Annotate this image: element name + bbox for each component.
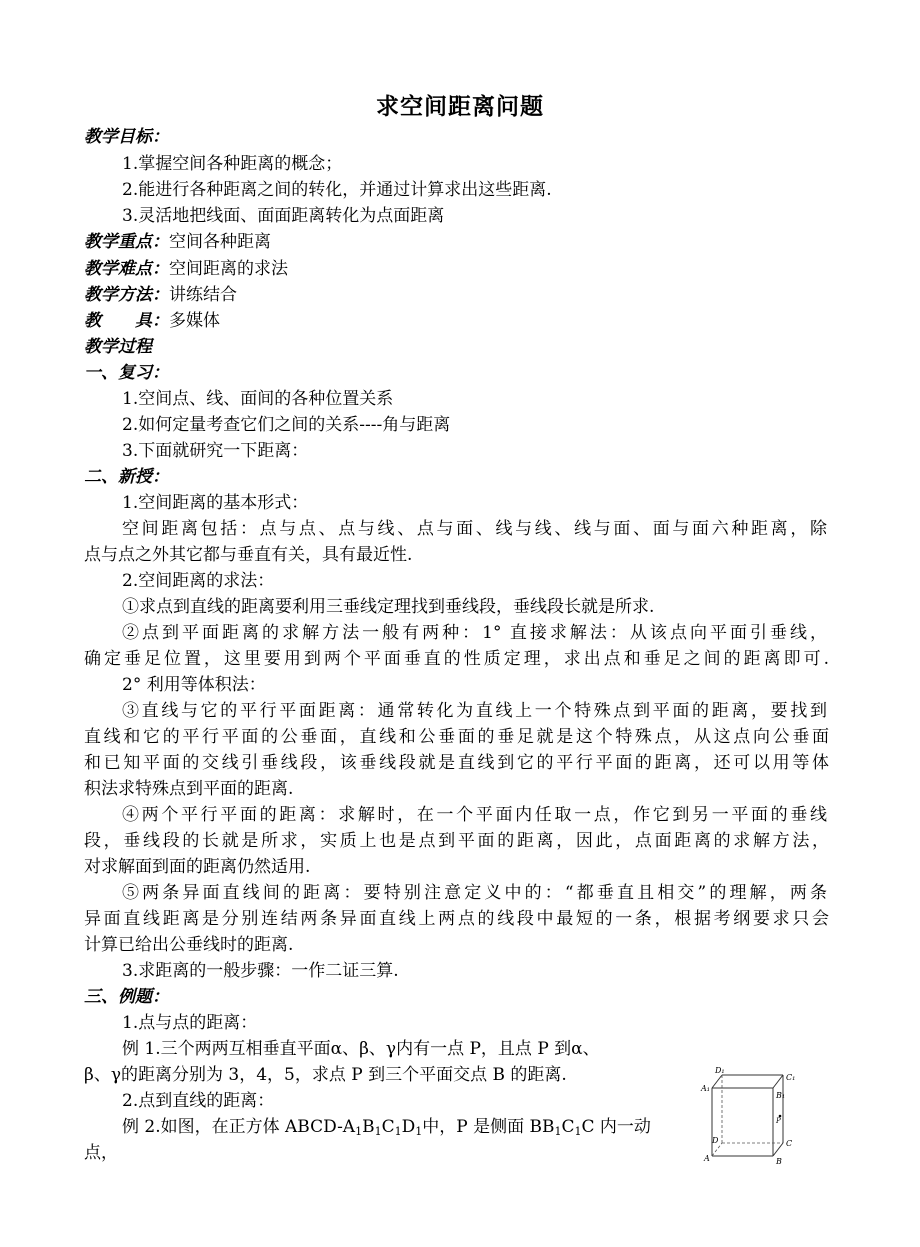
new-line: 空间距离包括：点与点、点与线、点与面、线与线、线与面、面与面六种距离，除 bbox=[122, 519, 827, 539]
label-b1: B₁ bbox=[776, 1091, 786, 1100]
cube-edge bbox=[773, 1075, 783, 1088]
method-label: 教学方法： bbox=[84, 285, 169, 305]
label-c1: C₁ bbox=[786, 1073, 796, 1082]
label-a1: A₁ bbox=[701, 1084, 710, 1093]
method-row bbox=[84, 282, 237, 309]
new-line: 计算已给出公垂线时的距离. bbox=[84, 935, 294, 955]
new-line: ①求点到直线的距离要利用三垂线定理找到垂线段，垂线段长就是所求. bbox=[122, 597, 655, 617]
subscript: 1 bbox=[574, 1125, 582, 1138]
examples-heading: 三、例题： bbox=[84, 987, 169, 1007]
label-a: A bbox=[704, 1154, 710, 1163]
new-line: 积法求特殊点到平面的距离. bbox=[84, 779, 294, 799]
example-text: 例 2.如图，在正方体 ABCD-A bbox=[122, 1117, 356, 1137]
new-line: 异面直线距离是分别连结两条异面直线上两点的线段中最短的一条，根据考纲要求只会 bbox=[84, 909, 829, 929]
tools-row bbox=[84, 308, 220, 335]
label-d1: D₁ bbox=[715, 1066, 725, 1075]
tools-label: 教 具： bbox=[84, 311, 169, 331]
example-line bbox=[122, 1114, 651, 1145]
method-text: 讲练结合 bbox=[169, 285, 237, 305]
review-item: 1.空间点、线、面间的各种位置关系 bbox=[122, 389, 394, 409]
goal-item: 2.能进行各种距离之间的转化，并通过计算求出这些距离. bbox=[122, 180, 552, 200]
focus-text: 空间各种距离 bbox=[169, 232, 271, 252]
process-heading: 教学过程 bbox=[84, 337, 152, 357]
subscript: 1 bbox=[374, 1125, 382, 1138]
new-heading: 二、新授： bbox=[84, 467, 169, 487]
subscript: 1 bbox=[355, 1125, 363, 1138]
focus-label: 教学重点： bbox=[84, 232, 169, 252]
new-line: 点与点之外其它都与垂直有关，具有最近性. bbox=[84, 545, 413, 565]
new-line: 对求解面到面的距离仍然适用. bbox=[84, 857, 311, 877]
example-text: C bbox=[561, 1117, 575, 1137]
review-heading: 一、复习： bbox=[84, 363, 169, 383]
difficulty-row bbox=[84, 256, 288, 283]
goal-item: 1.掌握空间各种距离的概念； bbox=[122, 154, 343, 174]
example-text: 中，P 是侧面 BB bbox=[422, 1117, 555, 1137]
goals-heading: 教学目标： bbox=[84, 127, 169, 147]
subscript: 1 bbox=[394, 1125, 402, 1138]
difficulty-text: 空间距离的求法 bbox=[169, 259, 288, 279]
new-line: 2° 利用等体积法： bbox=[122, 675, 266, 695]
new-line: ②点到平面距离的求解方法一般有两种：1° 直接求解法：从该点向平面引垂线， bbox=[122, 623, 827, 643]
cube-edge bbox=[773, 1143, 783, 1156]
focus-row bbox=[84, 229, 271, 256]
example-text: D bbox=[401, 1117, 416, 1137]
difficulty-label: 教学难点： bbox=[84, 259, 169, 279]
example-line: β、γ的距离分别为 3，4，5，求点 P 到三个平面交点 B 的距离. bbox=[84, 1065, 567, 1085]
subscript: 1 bbox=[415, 1125, 423, 1138]
page-title: 求空间距离问题 bbox=[376, 93, 544, 120]
example-text: B bbox=[362, 1117, 375, 1137]
new-line: 和已知平面的交线引垂线段，该垂线段就是直线到它的平行平面的距离，还可以用等体 bbox=[84, 753, 829, 773]
new-line: 确定垂足位置，这里要用到两个平面垂直的性质定理，求出点和垂足之间的距离即可. bbox=[84, 649, 829, 669]
new-line: ③直线与它的平行平面距离：通常转化为直线上一个特殊点到平面的距离，要找到 bbox=[122, 701, 827, 721]
label-c: C bbox=[786, 1139, 793, 1148]
example-line: 1.点与点的距离： bbox=[122, 1013, 258, 1033]
example-line: 2.点到直线的距离： bbox=[122, 1091, 275, 1111]
review-item: 2.如何定量考查它们之间的关系----角与距离 bbox=[122, 415, 451, 435]
new-line: ⑤两条异面直线间的距离：要特别注意定义中的：“都垂直且相交”的理解，两条 bbox=[122, 883, 827, 903]
cube-edge bbox=[712, 1075, 722, 1088]
review-item: 3.下面就研究一下距离： bbox=[122, 441, 309, 461]
subscript: 1 bbox=[554, 1125, 562, 1138]
example-line: 点， bbox=[84, 1143, 118, 1163]
example-text: C 内一动 bbox=[581, 1117, 651, 1137]
cube-figure bbox=[700, 1060, 830, 1172]
tools-text: 多媒体 bbox=[169, 311, 220, 331]
label-d: D bbox=[712, 1136, 719, 1145]
new-line: 直线和它的平行平面的公垂面，直线和公垂面的垂足就是这个特殊点，从这点向公垂面 bbox=[84, 727, 829, 747]
label-b: B bbox=[776, 1157, 782, 1166]
new-line: 2.空间距离的求法： bbox=[122, 571, 275, 591]
label-p: P bbox=[776, 1117, 781, 1125]
new-line: 3.求距离的一般步骤：一作二证三算. bbox=[122, 961, 399, 981]
new-line: 段，垂线段的长就是所求，实质上也是点到平面的距离，因此，点面距离的求解方法， bbox=[84, 831, 829, 851]
new-line: 1.空间距离的基本形式： bbox=[122, 493, 309, 513]
example-line: 例 1.三个两两互相垂直平面α、β、γ内有一点 P，且点 P 到α、 bbox=[122, 1039, 600, 1059]
new-line: ④两个平行平面的距离：求解时，在一个平面内任取一点，作它到另一平面的垂线 bbox=[122, 805, 827, 825]
goal-item: 3.灵活地把线面、面面距离转化为点面距离 bbox=[122, 206, 445, 226]
example-text: C bbox=[381, 1117, 395, 1137]
